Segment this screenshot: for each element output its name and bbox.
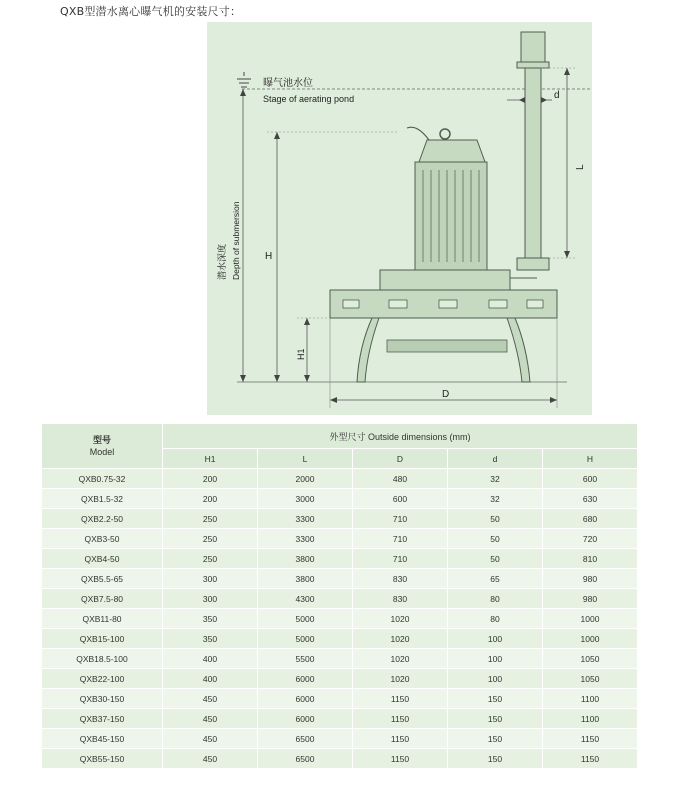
cell-h1: 450 (163, 709, 258, 729)
cell-h: 720 (543, 529, 638, 549)
cell-l: 5000 (258, 629, 353, 649)
cell-d-outer: 1020 (353, 649, 448, 669)
cell-h1: 300 (163, 569, 258, 589)
cell-l: 6000 (258, 689, 353, 709)
water-level-symbol (237, 72, 251, 87)
cell-l: 6500 (258, 729, 353, 749)
cell-l: 3300 (258, 509, 353, 529)
model-header (42, 424, 163, 469)
cell-h: 1100 (543, 689, 638, 709)
table-row (42, 669, 638, 689)
cell-d: 150 (448, 729, 543, 749)
table-row (42, 629, 638, 649)
water-level-label-cn: 曝气池水位 (263, 78, 313, 89)
lifting-eye (440, 129, 450, 139)
cell-d-outer: 830 (353, 589, 448, 609)
dim-l-label: L (575, 164, 586, 170)
cell-h1: 300 (163, 589, 258, 609)
cell-h1: 200 (163, 489, 258, 509)
dim-h-label: H (265, 251, 273, 262)
cell-d-outer: 1150 (353, 709, 448, 729)
cell-l: 4300 (258, 589, 353, 609)
cell-d: 100 (448, 649, 543, 669)
cell-d: 50 (448, 509, 543, 529)
cell-h: 980 (543, 589, 638, 609)
cell-d: 80 (448, 609, 543, 629)
cell-h1: 400 (163, 649, 258, 669)
right-leg (507, 318, 530, 382)
cell-d: 150 (448, 709, 543, 729)
table-row (42, 509, 638, 529)
cell-l: 3300 (258, 529, 353, 549)
cell-model: QXB45-150 (42, 729, 163, 749)
table-row (42, 489, 638, 509)
depth-label-en: Depth of submersion (231, 201, 241, 280)
cell-l: 3800 (258, 569, 353, 589)
installation-diagram (207, 22, 592, 415)
cell-h1: 250 (163, 549, 258, 569)
model-header-cn: 型号 (92, 435, 111, 445)
cell-d: 80 (448, 589, 543, 609)
table-row (42, 589, 638, 609)
cell-d: 32 (448, 469, 543, 489)
cell-d: 100 (448, 669, 543, 689)
cell-l: 2000 (258, 469, 353, 489)
col-header-h: H (543, 449, 638, 469)
table-row (42, 749, 638, 769)
table-row (42, 569, 638, 589)
dim-d-label: d (554, 90, 560, 101)
cell-model: QXB30-150 (42, 689, 163, 709)
air-pipe (525, 68, 541, 258)
cell-d-outer: 1150 (353, 729, 448, 749)
col-header-l: L (258, 449, 353, 469)
depth-label-cn: 潜水深度 (217, 243, 227, 280)
cell-h: 1000 (543, 609, 638, 629)
cell-d-outer: 1020 (353, 609, 448, 629)
cell-model: QXB15-100 (42, 629, 163, 649)
cell-h1: 200 (163, 469, 258, 489)
cell-h: 1100 (543, 709, 638, 729)
cell-l: 6000 (258, 669, 353, 689)
cable (407, 127, 429, 140)
motor-body (415, 162, 487, 270)
cell-d-outer: 710 (353, 509, 448, 529)
cell-h: 630 (543, 489, 638, 509)
cell-d-outer: 1150 (353, 749, 448, 769)
cell-l: 5500 (258, 649, 353, 669)
cell-d-outer: 600 (353, 489, 448, 509)
cell-d-outer: 1020 (353, 629, 448, 649)
cell-l: 3000 (258, 489, 353, 509)
cell-h: 810 (543, 549, 638, 569)
cell-h: 1150 (543, 729, 638, 749)
cell-model: QXB55-150 (42, 749, 163, 769)
cell-model: QXB37-150 (42, 709, 163, 729)
cell-d-outer: 710 (353, 529, 448, 549)
cell-model: QXB5.5-65 (42, 569, 163, 589)
cell-model: QXB4-50 (42, 549, 163, 569)
cell-d-outer: 830 (353, 569, 448, 589)
col-header-d-outer: D (353, 449, 448, 469)
cell-h: 680 (543, 509, 638, 529)
cell-model: QXB18.5-100 (42, 649, 163, 669)
pump-housing (380, 270, 510, 290)
cell-h1: 350 (163, 609, 258, 629)
dim-D-label: D (442, 389, 450, 400)
cell-h: 1000 (543, 629, 638, 649)
cell-d-outer: 1020 (353, 669, 448, 689)
air-pipe-top (521, 32, 545, 62)
cell-model: QXB22-100 (42, 669, 163, 689)
cell-h1: 250 (163, 529, 258, 549)
cell-h: 1150 (543, 749, 638, 769)
cell-d-outer: 1150 (353, 689, 448, 709)
water-level-label-en: Stage of aerating pond (263, 94, 355, 104)
table-row (42, 709, 638, 729)
cell-h: 1050 (543, 669, 638, 689)
diagram-svg (207, 22, 592, 415)
cell-h1: 400 (163, 669, 258, 689)
table-row (42, 529, 638, 549)
cell-model: QXB1.5-32 (42, 489, 163, 509)
table-row (42, 729, 638, 749)
col-header-d: d (448, 449, 543, 469)
cell-model: QXB11-80 (42, 609, 163, 629)
cell-d: 100 (448, 629, 543, 649)
cell-h: 600 (543, 469, 638, 489)
cell-l: 5000 (258, 609, 353, 629)
table-row (42, 649, 638, 669)
cell-d: 32 (448, 489, 543, 509)
cell-l: 6000 (258, 709, 353, 729)
table-row (42, 689, 638, 709)
cell-h1: 350 (163, 629, 258, 649)
cell-h1: 450 (163, 729, 258, 749)
page-heading: QXB型潜水离心曝气机的安装尺寸： (60, 5, 242, 18)
spec-table (41, 423, 638, 769)
model-header-en: Model (89, 447, 115, 457)
cell-d: 50 (448, 549, 543, 569)
spec-table-body (42, 469, 638, 769)
motor-top (419, 140, 485, 162)
dimensions-group-header: 外型尺寸 Outside dimensions (mm) (163, 424, 638, 449)
cell-model: QXB0.75-32 (42, 469, 163, 489)
cell-h: 1050 (543, 649, 638, 669)
cell-l: 6500 (258, 749, 353, 769)
cell-model: QXB2.2-50 (42, 509, 163, 529)
table-row (42, 609, 638, 629)
cell-l: 3800 (258, 549, 353, 569)
spec-table-container (41, 423, 638, 769)
cell-d: 150 (448, 749, 543, 769)
cell-h1: 450 (163, 689, 258, 709)
cell-model: QXB7.5-80 (42, 589, 163, 609)
table-row (42, 549, 638, 569)
cell-d: 65 (448, 569, 543, 589)
cell-h1: 250 (163, 509, 258, 529)
cell-d-outer: 710 (353, 549, 448, 569)
cell-d: 50 (448, 529, 543, 549)
left-leg (357, 318, 379, 382)
table-row (42, 469, 638, 489)
cell-model: QXB3-50 (42, 529, 163, 549)
cell-d-outer: 480 (353, 469, 448, 489)
cell-h1: 450 (163, 749, 258, 769)
cell-h: 980 (543, 569, 638, 589)
cell-d: 150 (448, 689, 543, 709)
dim-h1-label: H1 (296, 348, 306, 360)
col-header-h1: H1 (163, 449, 258, 469)
